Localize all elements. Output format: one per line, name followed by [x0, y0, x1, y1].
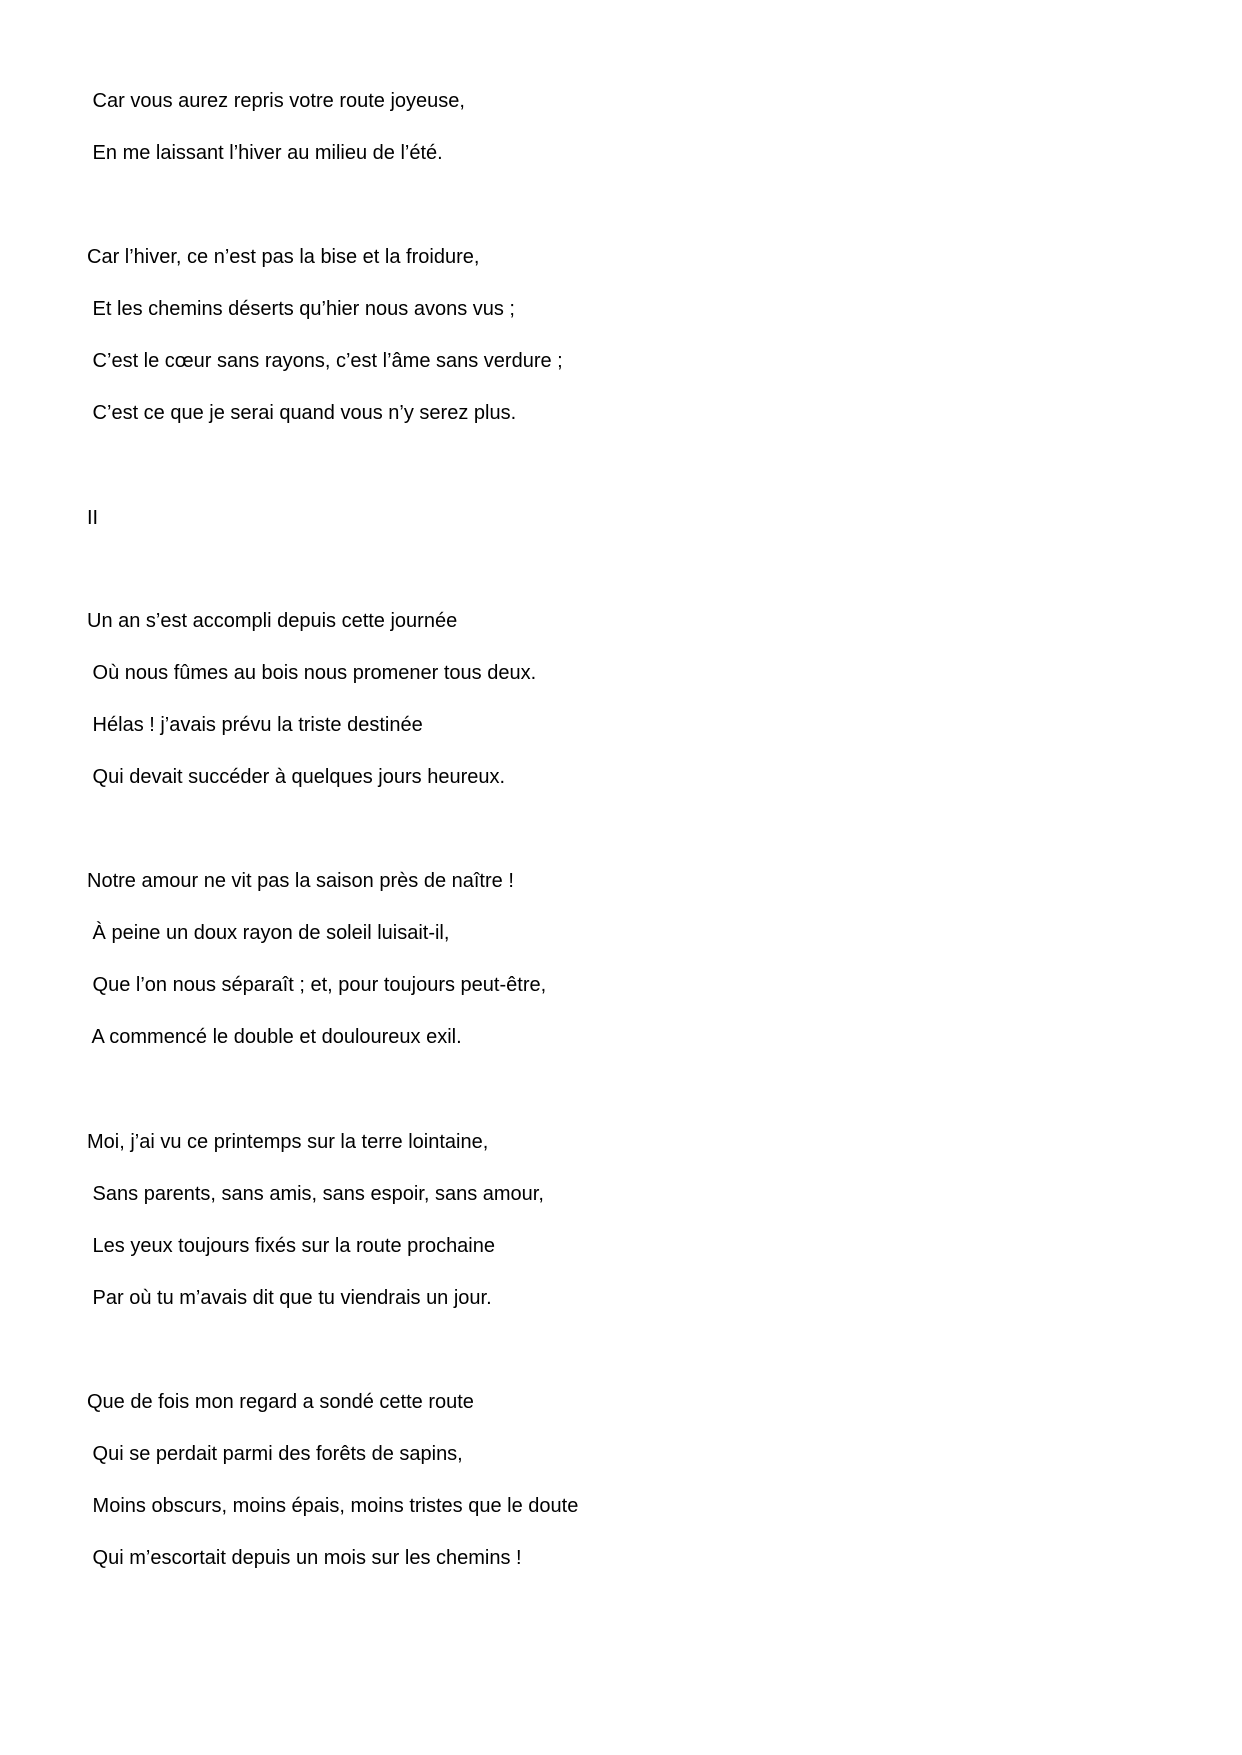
poem-line: Sans parents, sans amis, sans espoir, sans amour, [87, 1183, 544, 1205]
poem-line: Qui devait succéder à quelques jours heureux. [87, 766, 506, 788]
poem-line: Moins obscurs, moins épais, moins tristes que le doute [87, 1495, 579, 1517]
poem-line: Les yeux toujours fixés sur la route prochaine [87, 1235, 495, 1257]
poem-line: Car l’hiver, ce n’est pas la bise et la froidure, [87, 246, 480, 268]
poem-line: À peine un doux rayon de soleil luisait-il, [87, 922, 450, 944]
poem-line: Qui m’escortait depuis un mois sur les chemins ! [87, 1547, 522, 1569]
section-heading: II [87, 507, 99, 529]
poem-line: Car vous aurez repris votre route joyeuse, [87, 90, 465, 112]
poem-line: Où nous fûmes au bois nous promener tous deux. [87, 662, 537, 684]
poem-line: Et les chemins déserts qu’hier nous avons vus ; [87, 298, 515, 320]
poem-line: Moi, j’ai vu ce printemps sur la terre lointaine, [87, 1131, 489, 1153]
poem-line: Qui se perdait parmi des forêts de sapins, [87, 1443, 463, 1465]
poem-line: C’est ce que je serai quand vous n’y serez plus. [87, 402, 517, 424]
poem-line: Que de fois mon regard a sondé cette route [87, 1391, 474, 1413]
poem-line: Par où tu m’avais dit que tu viendrais un jour. [87, 1287, 492, 1309]
poem-line: C’est le cœur sans rayons, c’est l’âme sans verdure ; [87, 350, 563, 372]
poem-line: Notre amour ne vit pas la saison près de naître ! [87, 870, 514, 892]
poem-line: Un an s’est accompli depuis cette journée [87, 610, 458, 632]
poem-line: Que l’on nous séparaît ; et, pour toujours peut-être, [87, 974, 547, 996]
poem-line: En me laissant l’hiver au milieu de l’été. [87, 142, 443, 164]
poem-line: Hélas ! j’avais prévu la triste destinée [87, 714, 423, 736]
poem-line: A commencé le double et douloureux exil. [87, 1026, 462, 1048]
